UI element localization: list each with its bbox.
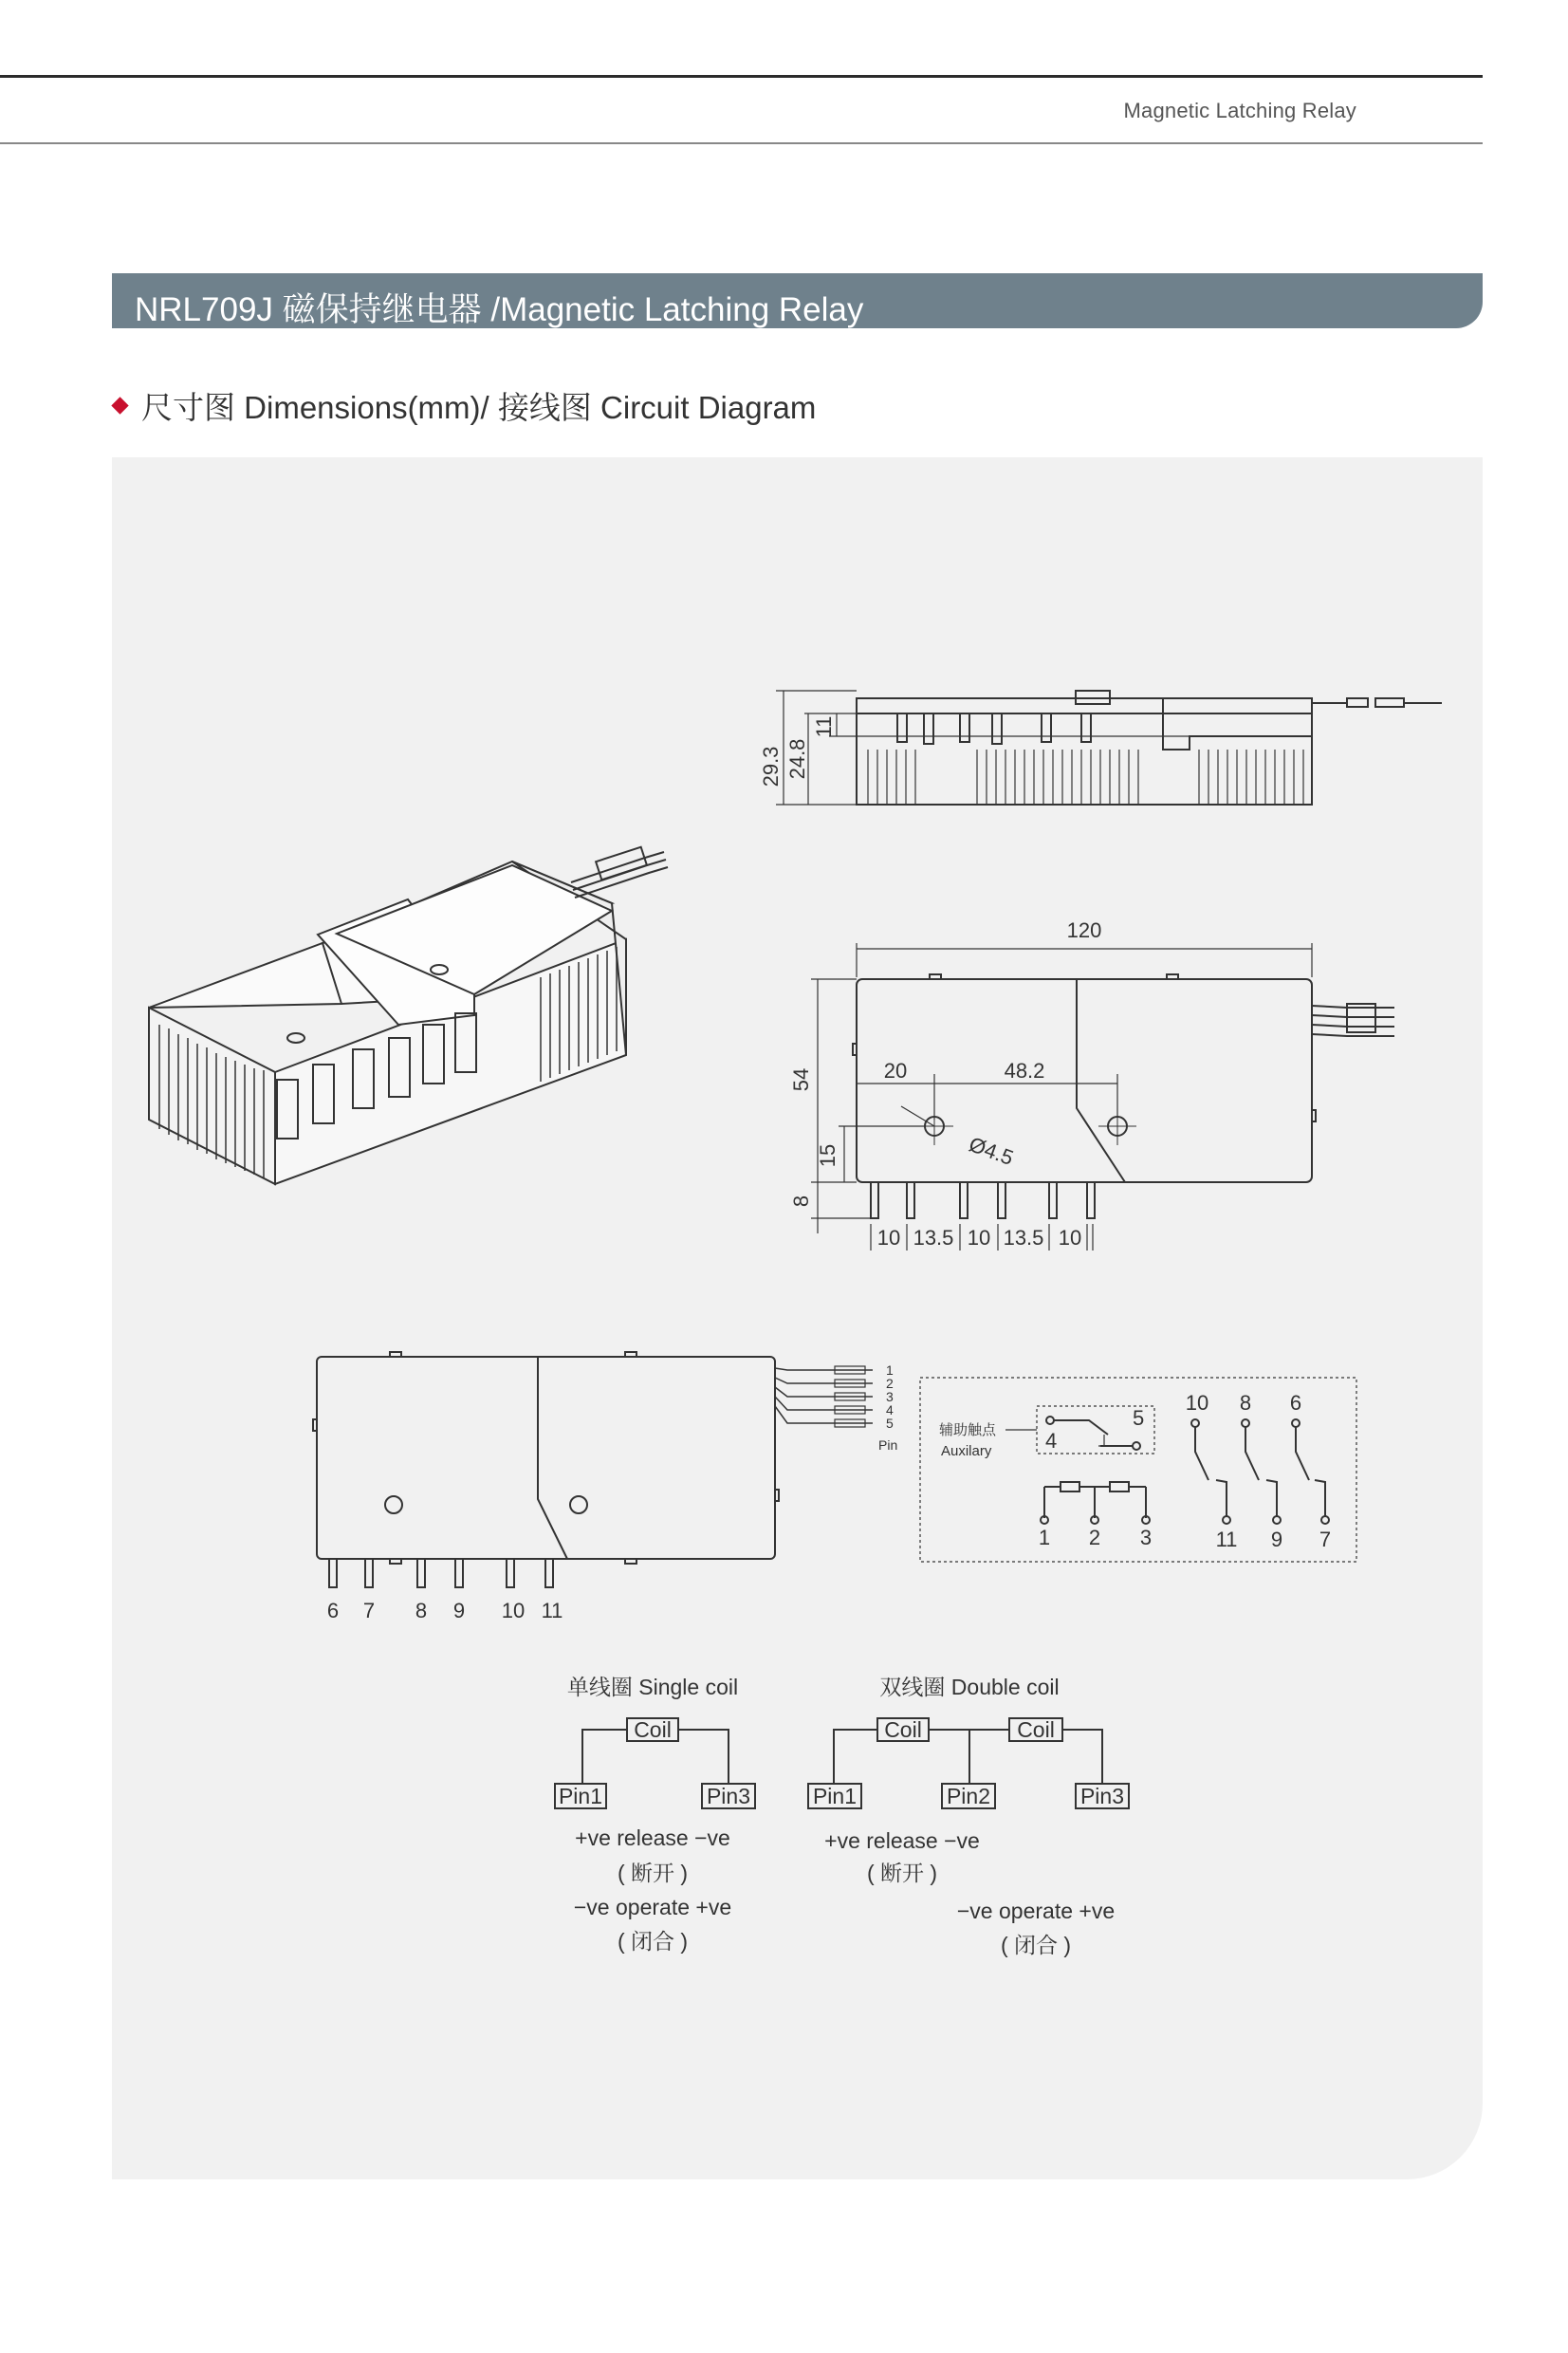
contact-pin-6: 6 [1289,1391,1302,1415]
coil-pin-2: 2 [1088,1526,1101,1549]
wire-pin-4: 4 [886,1402,894,1417]
dim-15: 15 [816,1143,839,1168]
double-coil-operate: −ve operate +ve [956,1899,1116,1923]
double-coil-release-cn: ( 断开 ) [866,1861,938,1885]
wire-pin-caption: Pin [878,1437,898,1453]
dim-24-8: 24.8 [785,738,809,780]
dim-pitch-5: 10 [1058,1226,1082,1250]
relay-side-view [776,691,1442,805]
double-coil-pin1: Pin1 [812,1784,858,1808]
aux-pin-5: 5 [1133,1406,1145,1430]
dim-pitch-2: 13.5 [913,1226,954,1250]
dim-pitch-1: 10 [876,1226,901,1250]
dim-11: 11 [812,715,836,738]
relay-top-view [811,943,1394,1251]
relay-bottom-view [313,1352,873,1587]
double-coil-operate-cn: ( 闭合 ) [1000,1933,1072,1957]
single-coil-release: +ve release −ve [575,1825,730,1850]
pin-label-9: 9 [452,1599,466,1622]
aux-pin-4: 4 [1045,1429,1058,1453]
wire-pin-2: 2 [886,1376,894,1391]
double-coil-pin3: Pin3 [1079,1784,1125,1808]
pin-label-7: 7 [362,1599,376,1622]
dim-pitch-4: 13.5 [1003,1226,1044,1250]
wire-pin-5: 5 [886,1416,894,1431]
relay-3d-illustration [149,847,668,1184]
wire-pin-labels [878,1362,897,1453]
contact-pin-10: 10 [1185,1391,1209,1415]
aux-label-cn: 辅助触点 [939,1422,997,1438]
aux-label-en: Auxilary [941,1443,992,1459]
dim-29-3: 29.3 [759,746,783,787]
dim-8: 8 [789,1195,813,1208]
dim-48-2: 48.2 [1004,1059,1045,1083]
double-coil-coil-1: Coil [884,1717,922,1742]
coil-pin-3: 3 [1139,1526,1153,1549]
double-coil-pin2: Pin2 [946,1784,991,1808]
single-coil-operate: −ve operate +ve [573,1895,732,1919]
pin-label-10: 10 [501,1599,526,1622]
pin-label-11: 11 [541,1599,563,1622]
running-header: Magnetic Latching Relay [1123,99,1356,122]
single-coil-release-cn: ( 断开 ) [617,1861,689,1885]
single-coil-pin3: Pin3 [706,1784,751,1808]
dim-pitch-3: 10 [967,1226,991,1250]
pin-label-6: 6 [326,1599,340,1622]
double-coil-title: 双线圈 Double coil [879,1675,1060,1699]
circuit-labels [939,1391,1331,1551]
dim-hole-diameter: Ø4.5 [966,1132,1017,1171]
double-coil-coil-2: Coil [1017,1717,1055,1742]
bottom-pin-labels [327,1599,563,1622]
single-coil-pin1: Pin1 [558,1784,603,1808]
section-title: NRL709J 磁保持继电器 /Magnetic Latching Relay [135,291,864,328]
dimension-labels [759,716,1101,1250]
contact-pin-8: 8 [1239,1391,1252,1415]
pin-label-8: 8 [415,1599,428,1622]
single-coil-coil: Coil [634,1717,672,1742]
single-coil-labels [559,1675,750,1954]
contact-pin-11: 11 [1215,1528,1238,1551]
double-coil-labels [813,1675,1124,1957]
dim-120: 120 [1066,918,1102,942]
coil-pin-1: 1 [1038,1526,1051,1549]
contact-pin-9: 9 [1270,1528,1283,1551]
wire-pin-1: 1 [886,1362,894,1378]
dim-20: 20 [883,1059,908,1083]
single-coil-title: 单线圈 Single coil [566,1675,739,1699]
single-coil-operate-cn: ( 闭合 ) [617,1929,689,1954]
dim-54: 54 [789,1067,813,1092]
sub-heading-text: 尺寸图 Dimensions(mm)/ 接线图 Circuit Diagram [141,390,817,425]
contact-pin-7: 7 [1319,1528,1332,1551]
wire-pin-3: 3 [886,1389,894,1404]
double-coil-release: +ve release −ve [824,1828,980,1853]
